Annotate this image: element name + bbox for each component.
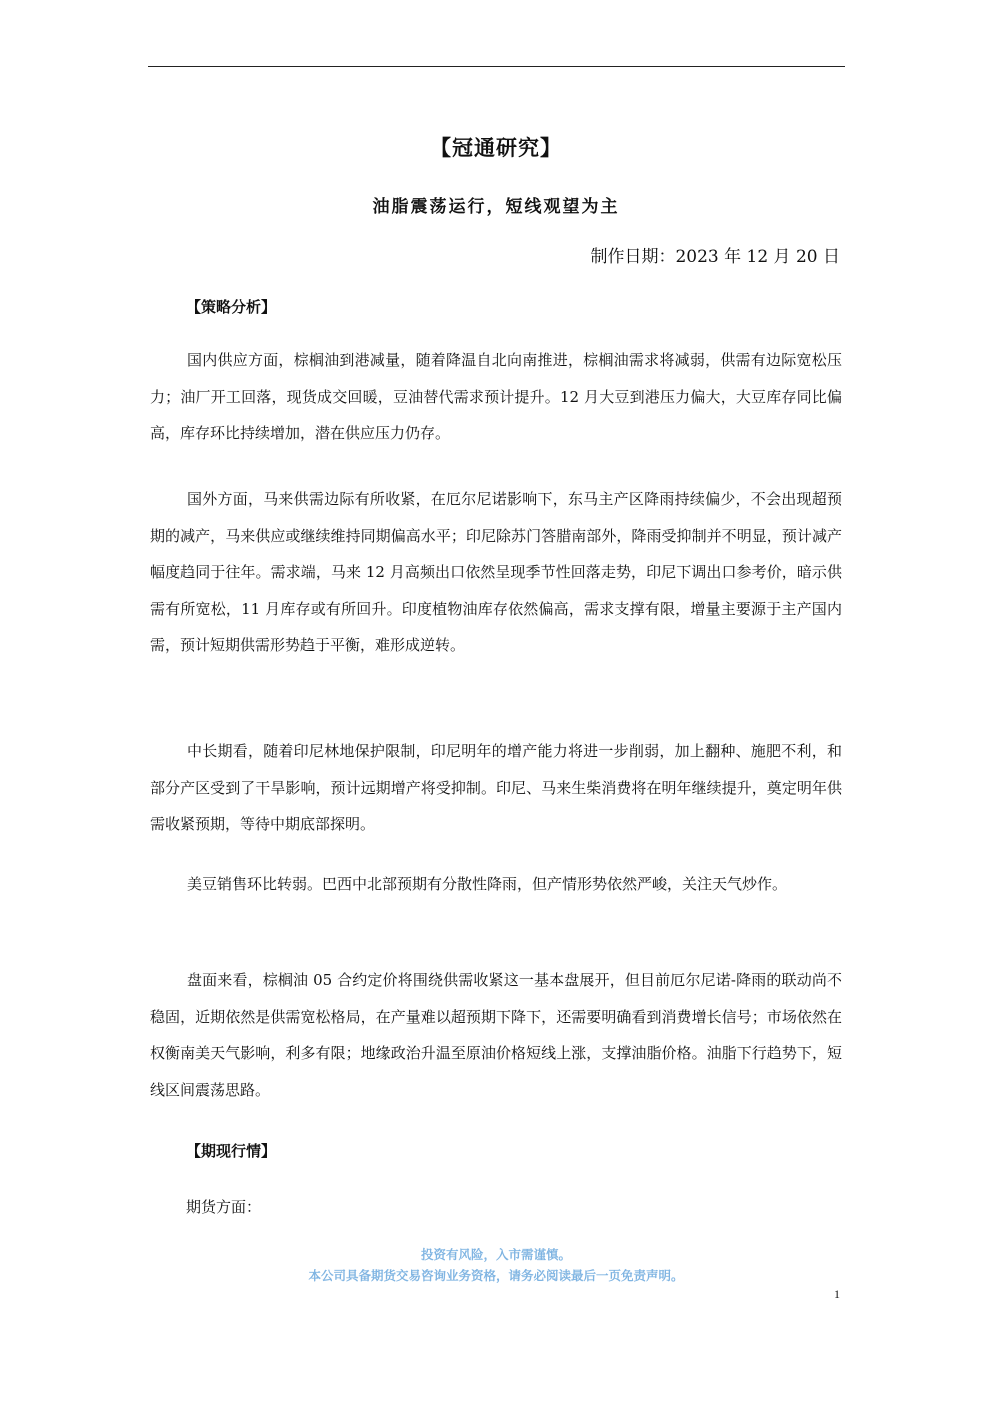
section-heading-strategy: 【策略分析】 <box>186 298 277 316</box>
report-title: 油脂震荡运行，短线观望为主 <box>372 197 620 217</box>
paragraph-long-term: 中长期看，随着印尼林地保护限制，印尼明年的增产能力将进一步削弱，加上翻种、施肥不利，和部分产区受到了干旱影响，预计远期增产将受抑制。印尼、马来生柴消费将在明年继续提升，奠定明年供需收紧预期，等待中期底部探明。 <box>150 742 842 833</box>
futures-subheading: 期货方面： <box>186 1198 262 1216</box>
qualification-disclaimer: 本公司具备期货交易咨询业务资格，请务必阅读最后一页免责声明。 <box>308 1268 684 1283</box>
paragraph-us-soy: 美豆销售环比转弱。巴西中北部预期有分散性降雨，但产情形势依然严峻，关注天气炒作。 <box>187 875 788 893</box>
risk-disclaimer: 投资有风险，入市需谨慎。 <box>420 1247 571 1262</box>
paragraph-market-view: 盘面来看，棕榈油 05 合约定价将围绕供需收紧这一基本盘展开，但目前厄尔尼诺-降雨的联动尚不稳固，近期依然是供需宽松格局，在产量难以超预期下降下，还需要明确看到消费增长信号；市场依然在权衡南美天气影响，利多有限；地缘政治升温至原油价格短线上涨，支撑油脂价格。油脂下行趋势下，短线区间震荡思路。 <box>150 971 842 1099</box>
report-date: 制作日期：2023 年 12 月 20 日 <box>590 247 840 267</box>
paragraph-domestic-supply: 国内供应方面，棕榈油到港减量，随着降温自北向南推进，棕榈油需求将减弱，供需有边际宽松压力；油厂开工回落，现货成交回暖，豆油替代需求预计提升。12 月大豆到港压力偏大，大豆库存同比偏高，库存环比持续增加，潜在供应压力仍存。 <box>150 351 842 442</box>
section-heading-market: 【期现行情】 <box>186 1142 277 1160</box>
brand-title: 【冠通研究】 <box>430 135 562 160</box>
header-rule <box>148 66 845 67</box>
paragraph-overseas: 国外方面，马来供需边际有所收紧，在厄尔尼诺影响下，东马主产区降雨持续偏少，不会出现超预期的减产，马来供应或继续维持同期偏高水平；印尼除苏门答腊南部外，降雨受抑制并不明显，预计减产幅度趋同于往年。需求端，马来 12 月高频出口依然呈现季节性回落走势，印尼下调出口参考价，暗示供需有所宽松，11 月库存或有所回升。印度植物油库存依然偏高，需求支撑有限，增量主要源于主产国内需，预计短期供需形势趋于平衡，难形成逆转。 <box>150 490 842 654</box>
page-number: 1 <box>834 1287 840 1301</box>
